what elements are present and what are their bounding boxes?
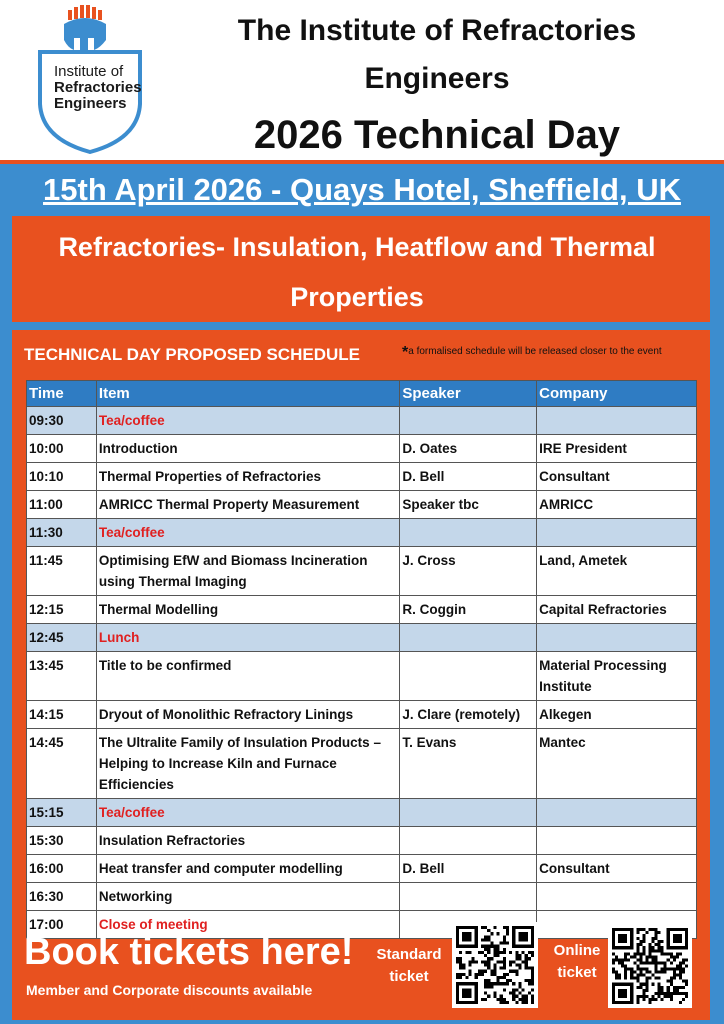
- cell-time: 16:00: [27, 855, 97, 883]
- cell-company: Consultant: [537, 855, 697, 883]
- cell-speaker: [400, 652, 537, 701]
- book-tickets-heading: Book tickets here!: [24, 931, 354, 973]
- table-row: [27, 652, 697, 701]
- schedule-rows: [27, 407, 697, 939]
- table-row: [27, 463, 697, 491]
- discounts-note: Member and Corporate discounts available: [26, 982, 313, 998]
- column-header-company: Company: [537, 381, 697, 407]
- cell-company: Land, Ametek: [537, 547, 697, 596]
- table-row: [27, 855, 697, 883]
- cell-time: 17:00: [27, 911, 97, 939]
- cell-time: 10:10: [27, 463, 97, 491]
- cell-company: [537, 827, 697, 855]
- cell-item: Tea/coffee: [96, 407, 399, 435]
- cell-company: [537, 519, 697, 547]
- cell-item: Dryout of Monolithic Refractory Linings: [96, 701, 399, 729]
- table-row: [27, 883, 697, 911]
- cell-item: Thermal Properties of Refractories: [96, 463, 399, 491]
- event-date-location: 15th April 2026 - Quays Hotel, Sheffield, UK: [43, 172, 681, 207]
- column-header-speaker: Speaker: [400, 381, 537, 407]
- cell-time: 09:30: [27, 407, 97, 435]
- cell-time: 12:15: [27, 596, 97, 624]
- cell-item: Networking: [96, 883, 399, 911]
- cell-time: 13:45: [27, 652, 97, 701]
- cell-company: [537, 883, 697, 911]
- cell-time: 11:00: [27, 491, 97, 519]
- table-row: [27, 624, 697, 652]
- cell-item: Title to be confirmed: [96, 652, 399, 701]
- standard-ticket-qr-icon[interactable]: [452, 922, 538, 1008]
- table-header-row: [27, 381, 697, 407]
- table-row: [27, 729, 697, 799]
- cell-time: 14:15: [27, 701, 97, 729]
- cell-time: 12:45: [27, 624, 97, 652]
- cell-company: [537, 407, 697, 435]
- schedule-note: *a formalised schedule will be released closer to the event: [402, 344, 662, 361]
- page-title-line-1: The Institute of Refractories: [237, 14, 637, 47]
- cell-company: Consultant: [537, 463, 697, 491]
- logo-wordmark: Institute of Refractories Engineers: [54, 63, 142, 112]
- cell-item: Insulation Refractories: [96, 827, 399, 855]
- table-row: [27, 827, 697, 855]
- cell-company: Alkegen: [537, 701, 697, 729]
- cell-speaker: [400, 827, 537, 855]
- cell-company: IRE President: [537, 435, 697, 463]
- cell-time: 11:45: [27, 547, 97, 596]
- cell-speaker: D. Oates: [400, 435, 537, 463]
- page-header: [0, 0, 724, 160]
- cell-item: Close of meeting: [96, 911, 399, 939]
- cell-time: 16:30: [27, 883, 97, 911]
- cell-speaker: J. Cross: [400, 547, 537, 596]
- table-row: [27, 435, 697, 463]
- cell-company: AMRICC: [537, 491, 697, 519]
- table-row: [27, 407, 697, 435]
- cell-company: Material Processing Institute: [537, 652, 697, 701]
- cell-item: Lunch: [96, 624, 399, 652]
- table-row: [27, 596, 697, 624]
- cell-time: 11:30: [27, 519, 97, 547]
- table-row: [27, 799, 697, 827]
- cell-speaker: [400, 407, 537, 435]
- cell-item: Thermal Modelling: [96, 596, 399, 624]
- cell-company: [537, 799, 697, 827]
- cell-item: Tea/coffee: [96, 799, 399, 827]
- cell-company: [537, 624, 697, 652]
- cell-company: Capital Refractories: [537, 596, 697, 624]
- cell-speaker: [400, 799, 537, 827]
- table-row: [27, 701, 697, 729]
- page-title-line-3: 2026 Technical Day: [253, 113, 621, 157]
- cell-item: Heat transfer and computer modelling: [96, 855, 399, 883]
- column-header-time: Time: [27, 381, 97, 407]
- cell-speaker: Speaker tbc: [400, 491, 537, 519]
- cell-item: AMRICC Thermal Property Measurement: [96, 491, 399, 519]
- column-header-item: Item: [96, 381, 399, 407]
- cell-speaker: D. Bell: [400, 463, 537, 491]
- cell-time: 10:00: [27, 435, 97, 463]
- cell-speaker: [400, 883, 537, 911]
- cell-time: 15:15: [27, 799, 97, 827]
- schedule-heading: TECHNICAL DAY PROPOSED SCHEDULE: [24, 345, 360, 364]
- cell-item: Tea/coffee: [96, 519, 399, 547]
- standard-ticket-label: Standard ticket: [376, 946, 442, 985]
- online-ticket-label: Online ticket: [553, 942, 601, 981]
- cell-time: 14:45: [27, 729, 97, 799]
- cell-time: 15:30: [27, 827, 97, 855]
- schedule-table: [26, 380, 697, 939]
- table-row: [27, 547, 697, 596]
- cell-speaker: J. Clare (remotely): [400, 701, 537, 729]
- cell-speaker: R. Coggin: [400, 596, 537, 624]
- event-theme: Refractories- Insulation, Heatflow and Thermal Properties: [58, 232, 656, 312]
- cell-speaker: [400, 519, 537, 547]
- page-title-line-2: Engineers: [364, 62, 510, 95]
- cell-speaker: [400, 624, 537, 652]
- cell-item: Introduction: [96, 435, 399, 463]
- cell-company: Mantec: [537, 729, 697, 799]
- table-row: [27, 491, 697, 519]
- cell-item: Optimising EfW and Biomass Incineration using Thermal Imaging: [96, 547, 399, 596]
- cell-item: The Ultralite Family of Insulation Products – Helping to Increase Kiln and Furnace Efficiencies: [96, 729, 399, 799]
- cell-speaker: T. Evans: [400, 729, 537, 799]
- cell-speaker: D. Bell: [400, 855, 537, 883]
- table-row: [27, 519, 697, 547]
- online-ticket-qr-icon[interactable]: [608, 924, 692, 1008]
